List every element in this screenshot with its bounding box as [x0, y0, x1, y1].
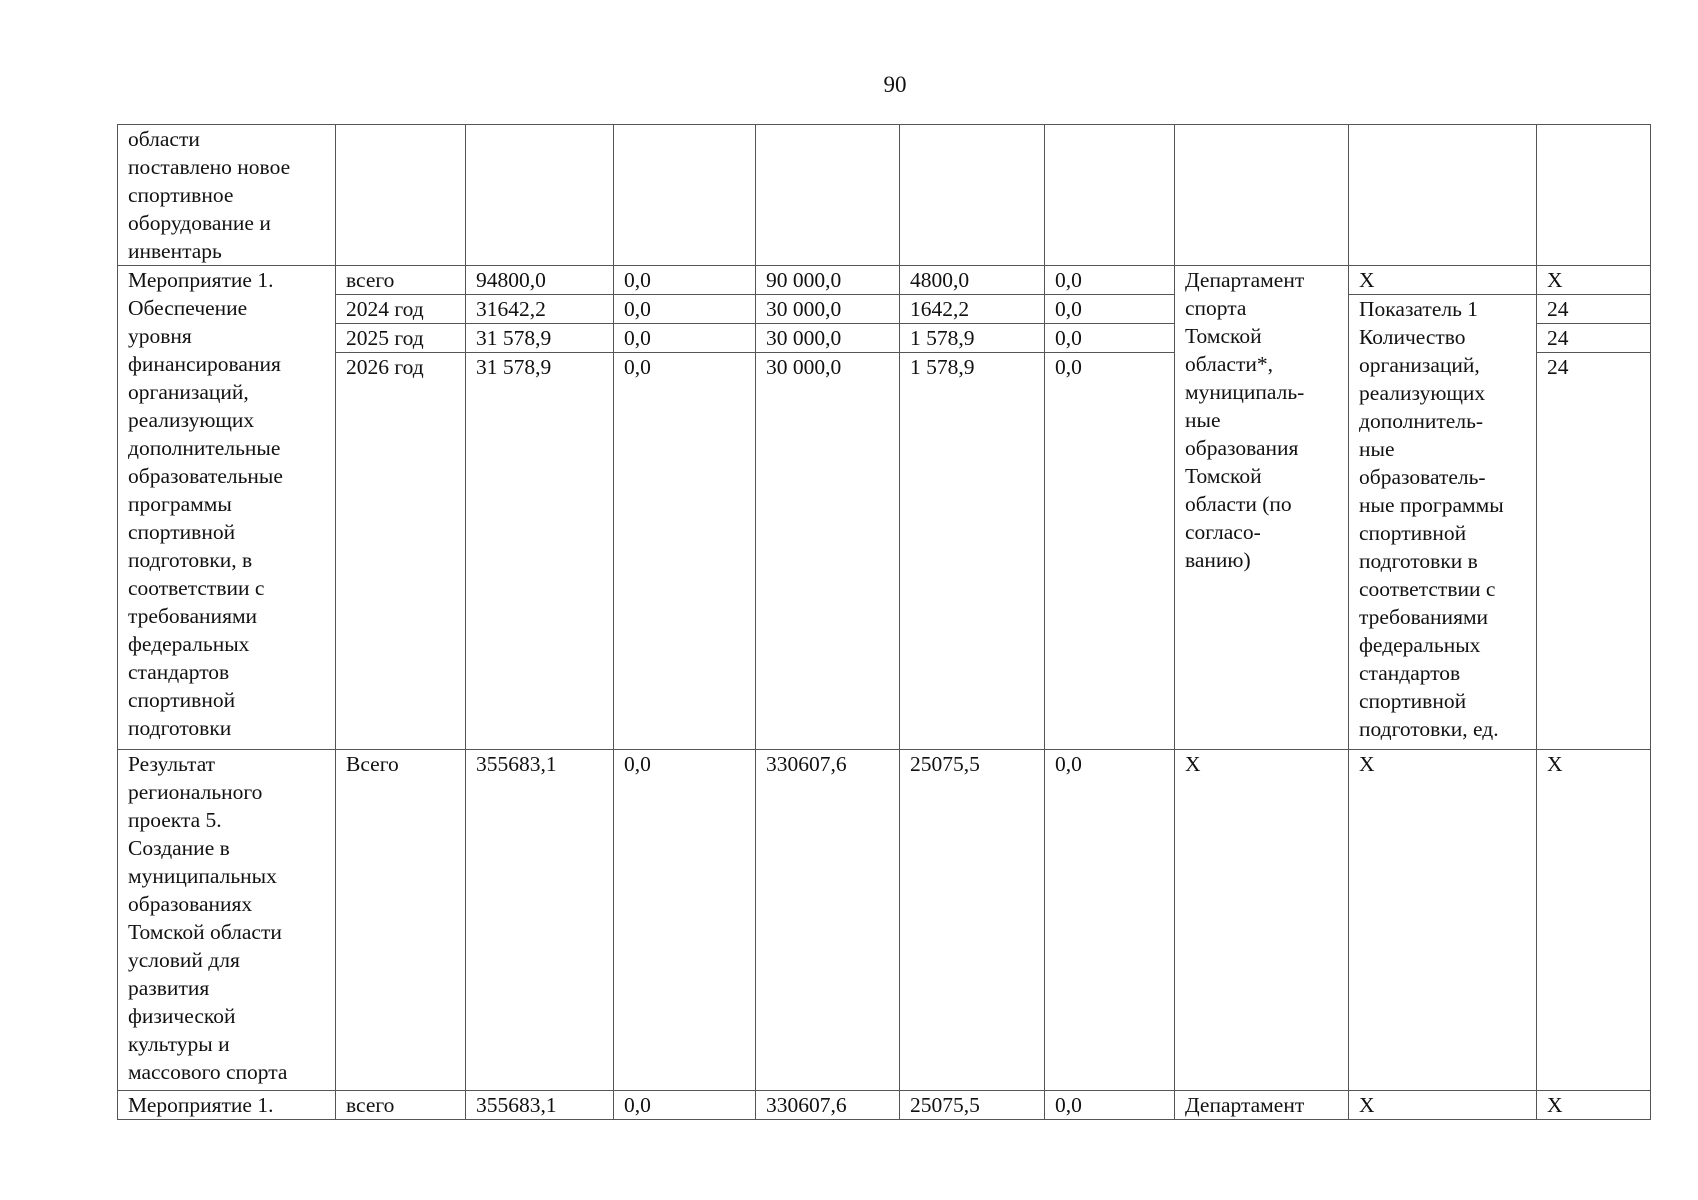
table-row — [118, 295, 1651, 324]
period-cell: 2024 год — [336, 295, 466, 324]
local-cell: 1642,2 — [900, 295, 1045, 324]
page-number: 90 — [883, 72, 907, 97]
sum-cell: 355683,1 — [466, 750, 614, 1091]
regional-cell: 330607,6 — [756, 750, 900, 1091]
regional-cell: 330607,6 — [756, 1091, 900, 1120]
row-name-cell: Мероприятие 1. — [118, 1091, 336, 1120]
other-cell: 0,0 — [1045, 324, 1175, 353]
period-cell: 2026 год — [336, 353, 466, 750]
regional-cell: 90 000,0 — [756, 266, 900, 295]
row-name-cell: области поставлено новое спортивное оборудование и инвентарь — [118, 125, 336, 266]
other-cell: 0,0 — [1045, 266, 1175, 295]
period-cell: Всего — [336, 750, 466, 1091]
federal-cell: 0,0 — [614, 295, 756, 324]
indicator-cell: Х — [1349, 750, 1537, 1091]
federal-cell: 0,0 — [614, 353, 756, 750]
indicator-cell: Х — [1349, 266, 1537, 295]
period-cell: всего — [336, 266, 466, 295]
indicator-cell: Х — [1349, 1091, 1537, 1120]
other-cell: 0,0 — [1045, 353, 1175, 750]
local-cell: 25075,5 — [900, 750, 1045, 1091]
sum-cell: 94800,0 — [466, 266, 614, 295]
value-cell: 24 — [1537, 324, 1651, 353]
local-cell: 4800,0 — [900, 266, 1045, 295]
regional-cell: 30 000,0 — [756, 353, 900, 750]
regional-cell: 30 000,0 — [756, 295, 900, 324]
executor-cell: Департамент — [1175, 1091, 1349, 1120]
value-cell: Х — [1537, 1091, 1651, 1120]
program-table — [117, 124, 1651, 1120]
value-cell: Х — [1537, 266, 1651, 295]
sum-cell: 31 578,9 — [466, 324, 614, 353]
other-cell: 0,0 — [1045, 750, 1175, 1091]
table-row — [118, 1091, 1651, 1120]
local-cell: 25075,5 — [900, 1091, 1045, 1120]
value-cell: 24 — [1537, 353, 1651, 750]
regional-cell: 30 000,0 — [756, 324, 900, 353]
federal-cell: 0,0 — [614, 1091, 756, 1120]
federal-cell: 0,0 — [614, 324, 756, 353]
other-cell: 0,0 — [1045, 295, 1175, 324]
row-name-cell: Мероприятие 1. Обеспечение уровня финансирования организаций, реализующих дополнительные образовательные программы спортивной подготовки, в соответствии с требованиями федеральных стандартов спортивной подготовки — [118, 266, 336, 750]
table-row — [118, 266, 1651, 295]
local-cell: 1 578,9 — [900, 324, 1045, 353]
executor-cell: Департамент спорта Томской области*, муниципаль- ные образования Томской области (по согласо- ванию) — [1175, 266, 1349, 750]
value-cell: 24 — [1537, 295, 1651, 324]
executor-cell: Х — [1175, 750, 1349, 1091]
table-row — [118, 125, 1651, 266]
table-row — [118, 750, 1651, 1091]
sum-cell: 355683,1 — [466, 1091, 614, 1120]
value-cell: Х — [1537, 750, 1651, 1091]
period-cell: всего — [336, 1091, 466, 1120]
federal-cell: 0,0 — [614, 750, 756, 1091]
federal-cell: 0,0 — [614, 266, 756, 295]
local-cell: 1 578,9 — [900, 353, 1045, 750]
row-name-cell: Результат регионального проекта 5. Создание в муниципальных образованиях Томской области условий для развития физической культуры и массового спорта — [118, 750, 336, 1091]
period-cell: 2025 год — [336, 324, 466, 353]
sum-cell: 31642,2 — [466, 295, 614, 324]
other-cell: 0,0 — [1045, 1091, 1175, 1120]
sum-cell: 31 578,9 — [466, 353, 614, 750]
indicator-cell: Показатель 1 Количество организаций, реализующих дополнитель- ные образователь- ные программы спортивной подготовки в соответствии с требованиями федеральных стандартов спортивной подготовки, ед. — [1349, 295, 1537, 750]
